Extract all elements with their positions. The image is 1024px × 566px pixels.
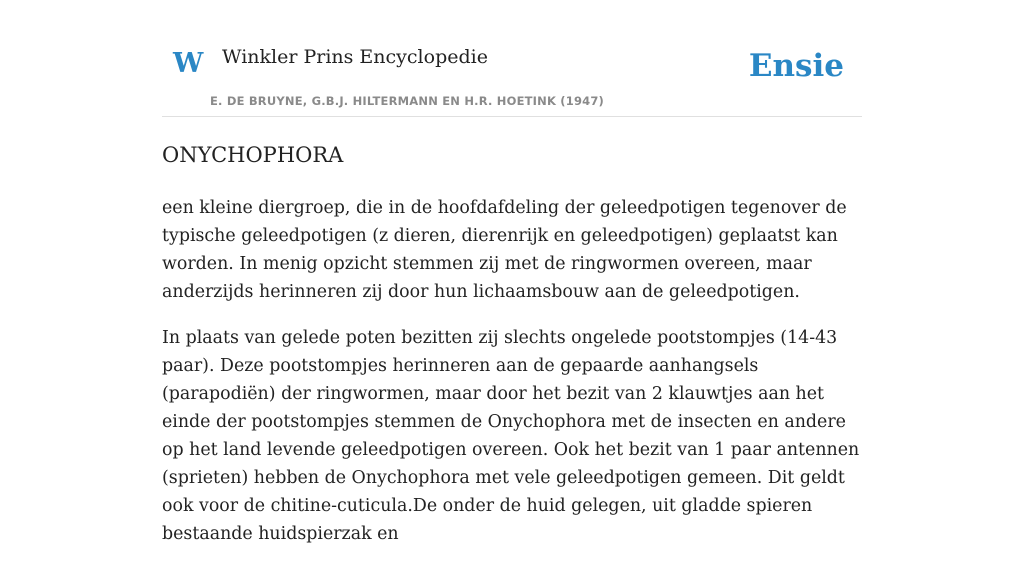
ensie-brand-link[interactable]: Ensie <box>748 48 844 84</box>
winkler-prins-logo[interactable]: W <box>173 48 204 79</box>
site-header <box>162 0 862 117</box>
article-title: ONYCHOPHORA <box>162 143 344 167</box>
encyclopedia-title: Winkler Prins Encyclopedie <box>222 46 488 68</box>
article-content <box>162 140 866 566</box>
article-paragraph-1: een kleine diergroep, die in de hoofdafdeling der geleedpotigen tegenover de typische geleedpotigen (z dieren, dierenrijk en geleedpotigen) geplaatst kan worden. In menig opzicht stemmen zij met de ringwormen overeen, maar anderzijds herinneren zij door hun lichaamsbouw aan de geleedpotigen. <box>162 198 847 302</box>
article-paragraph-2: In plaats van gelede poten bezitten zij slechts ongelede pootstompjes (14-43 paar). Deze pootstompjes herinneren aan de gepaarde aanhangsels (parapodiën) der ringwormen, maar door het bezit van 2 klauwtjes aan het einde der pootstompjes stemmen de Onychophora met de insecten en andere op het land levende geleedpotigen overeen. Ook het bezit van 1 paar antennen (sprieten) hebben de Onychophora met vele geleedpotigen gemeen. Dit geldt ook voor de chitine-cuticula.De onder de huid gelegen, uit gladde spieren bestaande huidspierzak en <box>162 328 860 544</box>
authors-byline: E. DE BRUYNE, G.B.J. HILTERMANN EN H.R. HOETINK (1947) <box>210 94 605 108</box>
